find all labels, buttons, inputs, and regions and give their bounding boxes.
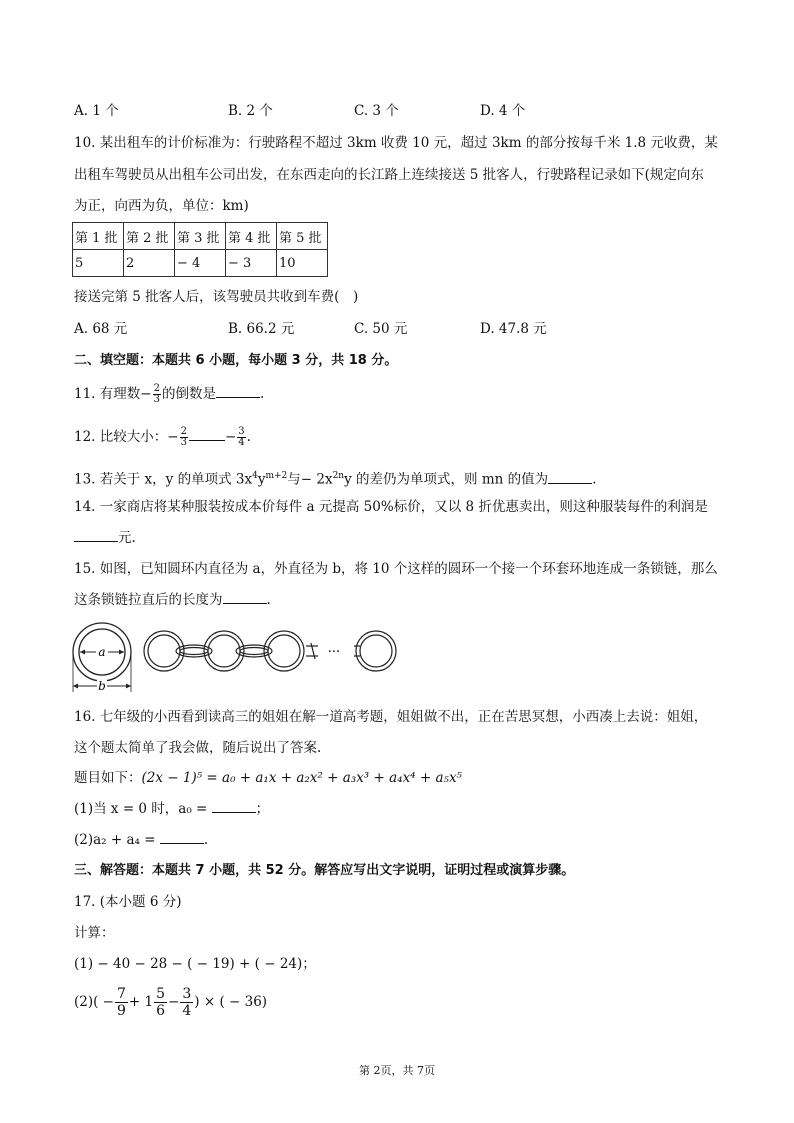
table-cell: − 4 (175, 250, 226, 277)
q15-prefix: 这条锁链拉直后的长度为 (74, 592, 223, 608)
table-header-cell: 第 3 批 (175, 223, 226, 250)
q13 (74, 465, 734, 491)
q16-sub1 (74, 798, 734, 820)
q17-fraction-1 (115, 986, 128, 1019)
q16-equation: (2x − 1)⁵ = a₀ + a₁x + a₂x² + a₃x³ + a₄x⁴ + a₅x⁵ (141, 770, 462, 786)
q12-answer-blank[interactable] (189, 428, 225, 441)
section3-title: 三、解答题：本题共 7 小题，共 52 分。解答应写出文字说明，证明过程或演算步骤。 (74, 863, 575, 878)
section2-title: 二、填空题：本题共 6 小题，每小题 3 分，共 18 分。 (74, 353, 398, 368)
q17-sub1: (1) − 40 − 28 − ( − 19) + ( − 24)； (74, 956, 316, 972)
q10-line3: 为正，向西为负，单位：km) (74, 198, 249, 214)
q17-sub2 (74, 982, 734, 1022)
q10-option-a[interactable]: A. 68 元 (74, 321, 128, 337)
q16-sub1-end: ； (255, 801, 270, 817)
fraction-numerator: 7 (117, 986, 126, 1002)
fraction-numerator: 3 (182, 986, 192, 1002)
q11 (74, 383, 734, 405)
q9-option-a[interactable]: A. 1 个 (74, 103, 119, 119)
q15-line2 (74, 589, 734, 611)
q16-sub2-end: . (203, 832, 209, 848)
q17-sub2-suffix: ) × ( − 36) (194, 994, 268, 1010)
q10-line2: 出租车驾驶员从出租车公司出发，在东西走向的长江路上连续接送 5 批客人，行驶路程记录如下(规定向东 (74, 167, 704, 183)
label-b: b (98, 679, 106, 693)
q15-line1: 15. 如图，已知圆环内直径为 a，外直径为 b，将 10 个这样的圆环一个接一个环套环地连成一条锁链，那么 (74, 561, 718, 577)
label-a: a (98, 645, 106, 659)
q16-line1: 16. 七年级的小西看到读高三的姐姐在解一道高考题，姐姐做不出，正在苦思冥想，小西凑上去说：姐姐， (74, 709, 708, 725)
table-cell: − 3 (226, 250, 277, 277)
table-header-cell: 第 5 批 (277, 223, 328, 250)
table-cell: 5 (73, 250, 124, 277)
q13-answer-blank[interactable] (548, 471, 592, 484)
fraction-denominator: 4 (182, 1003, 192, 1019)
fraction-numerator: 5 (156, 986, 166, 1002)
q12-fraction-1 (180, 427, 188, 448)
q11-answer-blank[interactable] (216, 385, 260, 398)
q15-end: . (266, 592, 271, 608)
q16-sub2-answer-blank[interactable] (160, 831, 204, 844)
q16-sub1-prefix: (1)当 x = 0 时，a₀ = (74, 801, 212, 817)
table-header-cell: 第 2 批 (124, 223, 175, 250)
q11-end: . (259, 386, 265, 402)
q10-option-d[interactable]: D. 47.8 元 (480, 321, 547, 337)
q13-exponent: m+2 (265, 471, 288, 481)
table-header-cell: 第 1 批 (73, 223, 124, 250)
q13-text2: y (257, 471, 266, 488)
table-cell: 10 (277, 250, 328, 277)
q16-line3 (74, 767, 734, 789)
fraction-denominator: 6 (156, 1003, 166, 1019)
fraction-denominator: 3 (180, 437, 187, 448)
q9-option-c[interactable]: C. 3 个 (354, 103, 399, 119)
fraction-numerator: 2 (153, 383, 160, 394)
q14-line2 (74, 527, 734, 549)
q12-minus: − (224, 429, 237, 445)
q12-prefix: 12. 比较大小：− (74, 429, 179, 445)
q13-exponent: 4 (252, 471, 258, 481)
q10-mileage-table (72, 222, 328, 277)
q9-option-b[interactable]: B. 2 个 (228, 103, 273, 119)
page-footer: 第 2页，共 7页 (359, 1064, 435, 1077)
q17-plus-one: + 1 (128, 994, 154, 1010)
q14-line1: 14. 一家商店将某种服装按成本价每件 a 元提高 50%标价，又以 8 折优惠卖出，则这种服装每件的利润是 (74, 499, 708, 515)
q10-line1: 10. 某出租车的计价标准为：行驶路程不超过 3km 收费 10 元，超过 3km 的部分按每千米 1.8 元收费，某 (74, 135, 718, 151)
q17-sub2-prefix: (2)( − (74, 994, 114, 1010)
q16-sub1-answer-blank[interactable] (212, 800, 256, 813)
chain (144, 631, 396, 671)
q17-fraction-2 (154, 986, 167, 1019)
table-row (73, 250, 328, 277)
q12 (74, 426, 734, 448)
q12-end: . (246, 429, 251, 445)
q15-answer-blank[interactable] (223, 591, 267, 604)
q13-text3: 与− 2x (287, 471, 333, 488)
q17-intro: 计算： (74, 925, 115, 941)
chain-ellipsis: ··· (327, 645, 341, 660)
q15-ring-chain-figure (70, 620, 400, 698)
q13-text1: 13. 若关于 x，y 的单项式 3x (74, 471, 253, 488)
fraction-denominator: 9 (117, 1003, 126, 1019)
q11-fraction (153, 384, 161, 405)
q10-question: 接送完第 5 批客人后，该驾驶员共收到车费( ) (74, 289, 359, 305)
q16-sub2 (74, 829, 734, 851)
fraction-numerator: 2 (180, 426, 187, 437)
table-cell: 2 (124, 250, 175, 277)
q14-suffix: 元. (118, 530, 136, 546)
q13-text4: y 的差仍为单项式，则 mn 的值为 (344, 471, 549, 488)
q9-options (74, 100, 714, 122)
q16-sub2-prefix: (2)a₂ + a₄ = (74, 832, 160, 848)
fraction-denominator: 4 (238, 437, 245, 448)
q16-line2: 这个题太简单了我会做，随后说出了答案. (74, 740, 322, 756)
q17-minus: − (168, 994, 180, 1010)
q13-exponent: 2n (332, 471, 345, 481)
q11-suffix: 的倒数是 (161, 386, 216, 402)
q13-end: . (592, 471, 597, 488)
q16-prefix: 题目如下： (74, 770, 142, 786)
single-ring (73, 623, 131, 693)
q17-fraction-3 (180, 986, 193, 1019)
q11-prefix: 11. 有理数− (74, 386, 152, 402)
table-header-row (73, 223, 328, 250)
q10-option-c[interactable]: C. 50 元 (354, 321, 408, 337)
q10-options (74, 318, 714, 340)
q17-title: 17. (本小题 6 分) (74, 894, 182, 910)
q14-answer-blank[interactable] (74, 529, 118, 542)
fraction-numerator: 3 (238, 426, 245, 437)
table-header-cell: 第 4 批 (226, 223, 277, 250)
ring-chain-svg (70, 620, 400, 698)
fraction-denominator: 3 (153, 394, 160, 405)
q9-option-d[interactable]: D. 4 个 (480, 103, 526, 119)
q12-fraction-2 (237, 427, 245, 448)
q10-option-b[interactable]: B. 66.2 元 (228, 321, 295, 337)
